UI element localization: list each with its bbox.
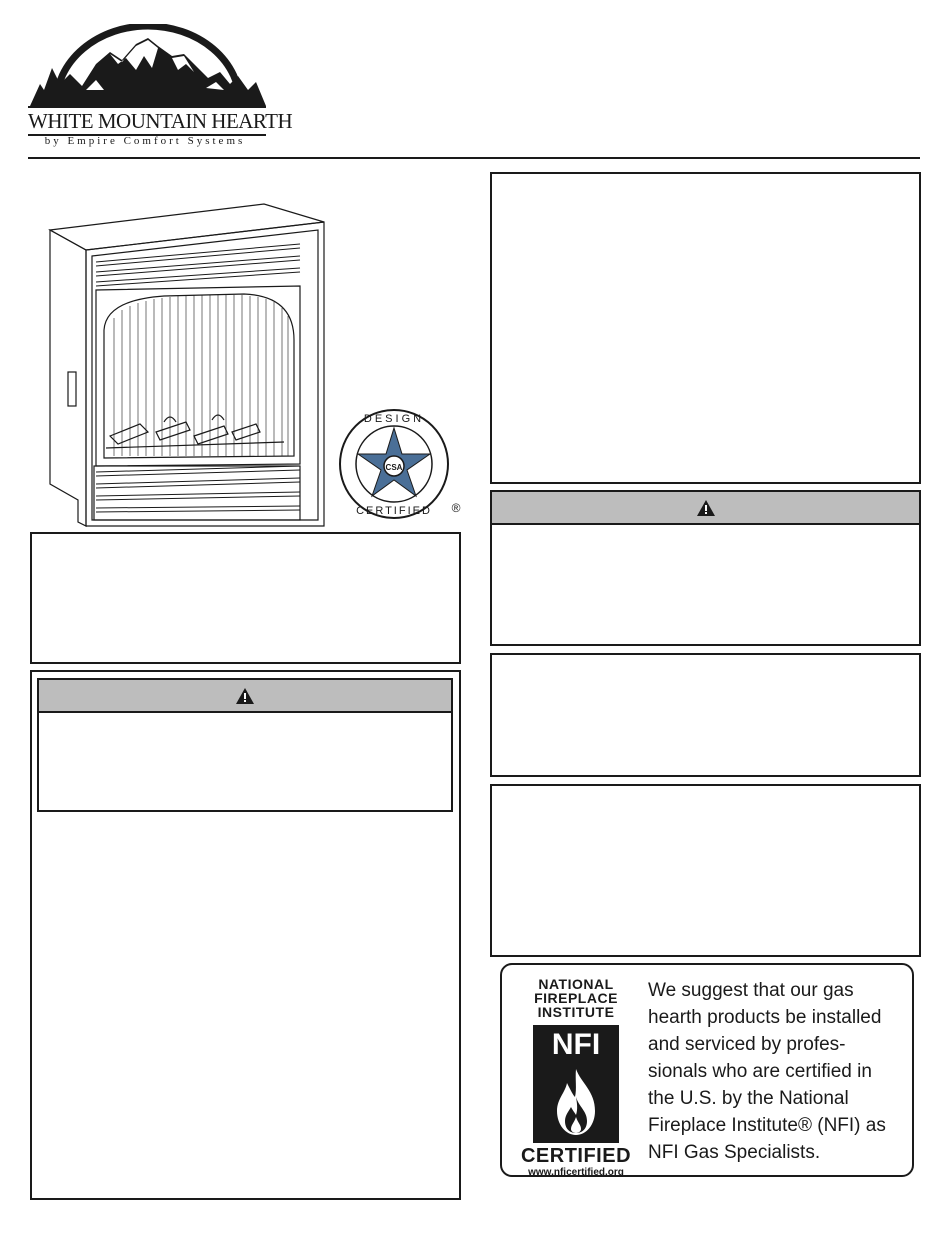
seal-center-mark: CSA	[385, 463, 403, 472]
warning-header-right	[492, 492, 919, 525]
flame-icon	[551, 1067, 601, 1137]
warning-triangle-icon	[696, 499, 716, 517]
info-box-left-main	[30, 670, 461, 1200]
design-certified-seal	[338, 406, 462, 524]
info-box-right-middle	[490, 653, 921, 777]
nfi-url: www.nficertified.org	[528, 1167, 624, 1178]
nfi-logo-line-2: FIREPLACE	[534, 990, 618, 1006]
nfi-logo-line-3: INSTITUTE	[537, 1004, 615, 1020]
nfi-message-line: We suggest that our gas	[648, 980, 854, 1001]
info-box-right-top	[490, 172, 921, 484]
nfi-certified-label: CERTIFIED	[520, 1145, 632, 1167]
nfi-badge-text: NFI	[551, 1028, 601, 1061]
nfi-message-line: hearth products be installed	[648, 1007, 882, 1028]
brand-name: WHITE MOUNTAIN HEARTH	[28, 106, 266, 136]
header-divider	[28, 157, 920, 159]
warning-box-right	[490, 490, 921, 646]
nfi-message-line: NFI Gas Specialists.	[648, 1142, 821, 1163]
nfi-certification-box	[500, 963, 914, 1177]
info-box-right-bottom	[490, 784, 921, 957]
nfi-logo	[520, 976, 632, 1178]
mountain-logo-icon	[26, 24, 270, 108]
fireplace-illustration	[44, 200, 334, 530]
nfi-message	[648, 977, 910, 1166]
info-box-left-top	[30, 532, 461, 664]
warning-triangle-icon	[235, 687, 255, 705]
nfi-badge	[533, 1025, 619, 1143]
warning-header-left	[39, 680, 451, 713]
warning-box-left	[37, 678, 453, 812]
nfi-message-line: sionals who are certified in	[648, 1061, 872, 1082]
registered-mark: ®	[451, 501, 461, 515]
brand-tagline: by Empire Comfort Systems	[44, 135, 246, 147]
nfi-message-line: Fireplace Institute® (NFI) as	[648, 1115, 886, 1136]
seal-bottom-text: CERTIFIED	[356, 505, 432, 517]
seal-top-text: DESIGN	[363, 413, 425, 425]
nfi-logo-line-1: NATIONAL	[538, 976, 614, 992]
brand-logo	[26, 24, 293, 148]
nfi-message-line: and serviced by profes-	[648, 1034, 846, 1055]
nfi-message-line: the U.S. by the National	[648, 1088, 849, 1109]
